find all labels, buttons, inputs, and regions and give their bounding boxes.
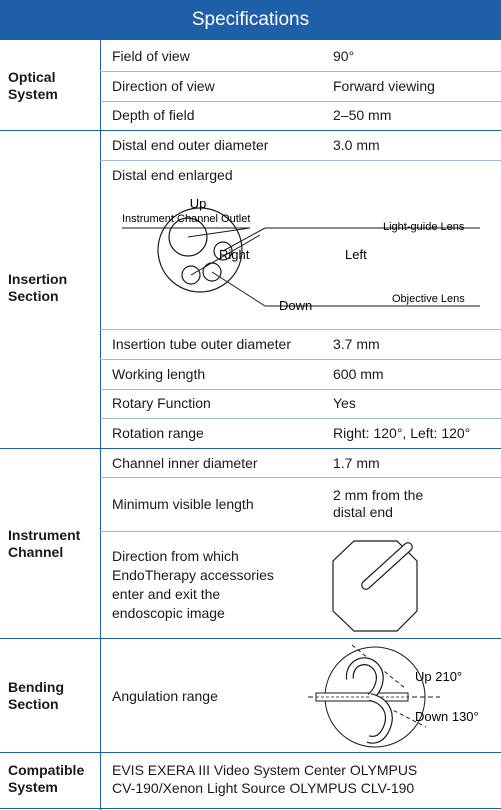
row-separator [100, 160, 501, 161]
section-insertion: Insertion Section [8, 271, 68, 304]
working-length-label: Working length [112, 366, 206, 382]
angulation-range-label: Angulation range [112, 688, 218, 704]
section-optical-system: Optical System [8, 69, 58, 102]
direction-text-line-3: enter and exit the [112, 586, 221, 602]
row-separator [100, 531, 501, 532]
direction-of-view-label: Direction of view [112, 78, 215, 94]
channel-inner-diameter-label: Channel inner diameter [112, 455, 258, 471]
channel-inner-diameter-value: 1.7 mm [333, 455, 380, 471]
angulation-down-label: Down 130° [415, 709, 479, 724]
section-separator [0, 130, 501, 131]
minimum-visible-length-value-1: 2 mm from the [333, 487, 424, 503]
row-separator [100, 389, 501, 390]
depth-of-field-label: Depth of field [112, 107, 195, 123]
section-separator [0, 638, 501, 639]
direction-text-line-4: endoscopic image [112, 605, 225, 621]
specifications-header: Specifications [0, 0, 501, 40]
diagram-left-label: Left [345, 247, 367, 262]
row-separator [100, 418, 501, 419]
direction-text-line-2: EndoTherapy accessories [112, 567, 274, 583]
compatible-system-line-2: CV-190/Xenon Light Source OLYMPUS CLV-190 [112, 780, 415, 796]
depth-of-field-value: 2–50 mm [333, 107, 392, 123]
insertion-tube-diameter-value: 3.7 mm [333, 336, 380, 352]
section-separator [0, 448, 501, 449]
working-length-value: 600 mm [333, 366, 384, 382]
rotary-function-value: Yes [333, 395, 356, 411]
rotation-range-value: Right: 120°, Left: 120° [333, 425, 471, 441]
distal-outer-diameter-label: Distal end outer diameter [112, 137, 269, 153]
minimum-visible-length-label: Minimum visible length [112, 496, 254, 512]
distal-end-enlarged-label: Distal end enlarged [112, 167, 233, 183]
field-of-view-label: Field of view [112, 48, 190, 64]
distal-outer-diameter-value: 3.0 mm [333, 137, 380, 153]
rotary-function-label: Rotary Function [112, 395, 211, 411]
row-separator [100, 477, 501, 478]
insertion-tube-diameter-label: Insertion tube outer diameter [112, 336, 291, 352]
section-instrument-channel: Instrument Channel [8, 527, 81, 560]
diagram-down-label: Down [279, 298, 313, 313]
direction-of-view-value: Forward viewing [333, 78, 435, 94]
diagram-right-label: Right [219, 247, 250, 262]
angulation-diagram [308, 643, 498, 751]
angulation-up-label: Up 210° [415, 669, 463, 684]
section-separator [0, 752, 501, 753]
column-divider [100, 40, 101, 810]
diagram-channel-outlet-label: Instrument Channel Outlet [122, 213, 251, 225]
distal-end-diagram [100, 188, 501, 328]
section-compatible-system: Compatible System [8, 762, 85, 795]
field-of-view-value: 90° [333, 48, 355, 64]
diagram-light-guide-label: Light-guide Lens [383, 221, 465, 233]
row-separator [100, 101, 501, 102]
diagram-up-label: Up [189, 196, 207, 211]
section-separator [0, 808, 501, 809]
direction-text-line-1: Direction from which [112, 548, 239, 564]
minimum-visible-length-value-2: distal end [333, 504, 393, 520]
diagram-objective-label: Objective Lens [392, 293, 465, 305]
row-separator [100, 359, 501, 360]
endoscopic-image-diagram [327, 538, 427, 634]
row-separator [100, 71, 501, 72]
section-bending: Bending Section [8, 679, 64, 712]
rotation-range-label: Rotation range [112, 425, 204, 441]
row-separator [100, 329, 501, 330]
compatible-system-line-1: EVIS EXERA III Video System Center OLYMPUS [112, 762, 418, 778]
